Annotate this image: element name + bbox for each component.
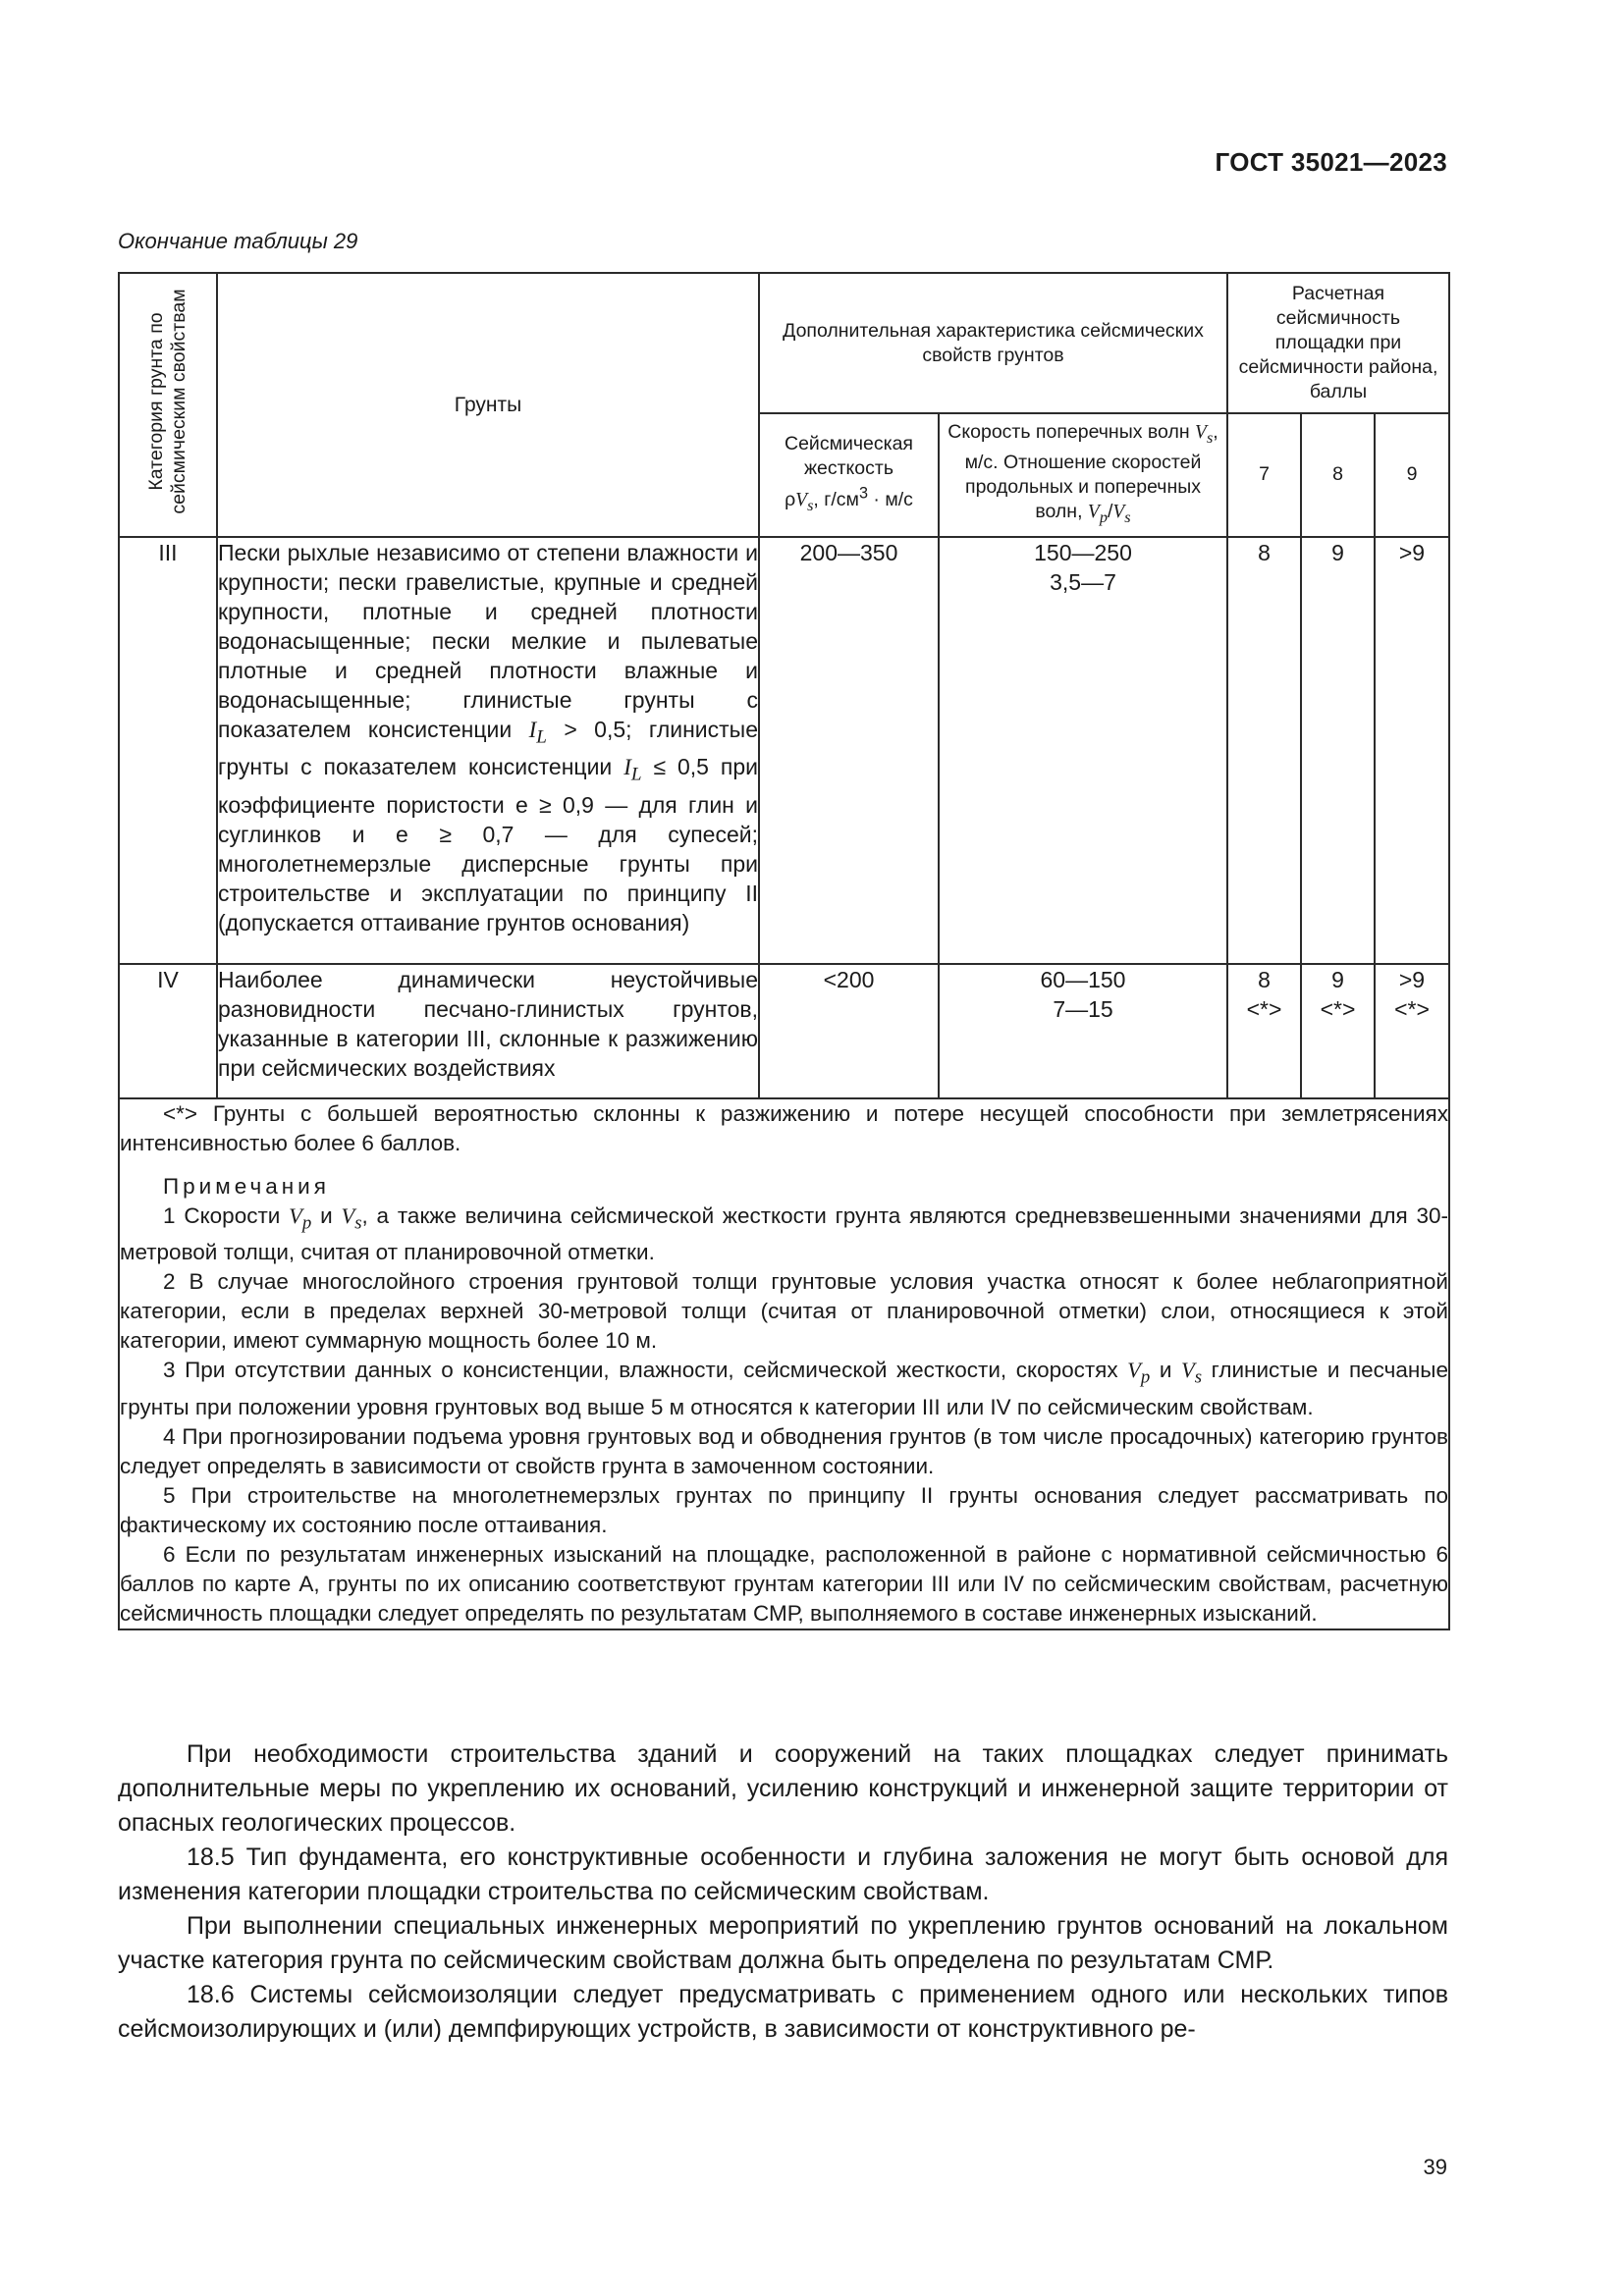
body-paragraph: 18.5 Тип фундамента, его конструктивные особенности и глубина заложения не могут быть основой для изменения категории площадки строительства по сейсмическим свойствам. [118, 1843, 1448, 1905]
header-design-label: Расчетная сейсмичность площадки при сейсмичности района, баллы [1238, 283, 1438, 402]
header-category [119, 273, 217, 537]
row-rating-8: 9 [1301, 537, 1375, 964]
table-caption: Окончание таблицы 29 [118, 229, 358, 253]
note-5: 5 При строительстве на многолетнемерзлых грунтах по принципу II грунты основания следует рассматривать по фактическому их состоянию после оттаивания. [120, 1482, 1448, 1537]
footnote-mark: <*> [1246, 995, 1282, 1022]
row-stiffness: <200 [759, 964, 939, 1098]
body-text [118, 1737, 1448, 2047]
header-stiffness-label [760, 426, 938, 523]
row-velocity-ratio: 3,5—7 [1050, 568, 1116, 595]
row-velocity [939, 537, 1227, 964]
footnote-mark: <*> [1394, 995, 1430, 1022]
stiffness-line2: жесткость [803, 457, 893, 480]
header-row-1 [119, 273, 1449, 413]
note-2: 2 В случае многослойного строения грунтовой толщи грунтовые условия участка относят к более неблагоприятной категории, если в пределах верхней 30-метровой толщи (считая от планировочной отметки) слои, относящиеся к этой категории, имеют суммарную мощность более 10 м. [120, 1269, 1448, 1354]
row-velocity-value: 150—250 [1034, 539, 1132, 565]
row-category: III [119, 537, 217, 964]
header-intensity-7: 7 [1227, 413, 1301, 537]
soil-table-wrapper [118, 272, 1448, 1630]
row-rating-9 [1375, 964, 1449, 1098]
notes-row [119, 1098, 1449, 1629]
note-4: 4 При прогнозировании подъема уровня грунтовых вод и обводнения грунтов (в том числе просадочных) категорию грунтов следует определять в зависимости от свойств грунта в замоченном состоянии. [120, 1423, 1448, 1478]
row-velocity-value: 60—150 [1040, 966, 1126, 992]
notes-cell [119, 1098, 1449, 1629]
header-category-label: Категория грунта по сейсмическим свойствам [145, 289, 189, 514]
note-1: 1 Скорости $V_p$ и $V_s$, а также величина сейсмической жесткости грунта являются средневзвешенными значениями для 30-метровой толщи, считая от планировочной отметки. [120, 1202, 1449, 1265]
header-intensity-8: 8 [1301, 413, 1375, 537]
header-velocity [939, 413, 1227, 537]
header-soils [217, 273, 759, 537]
header-stiffness [759, 413, 939, 537]
header-additional [759, 273, 1227, 413]
header-additional-label: Дополнительная характеристика сейсмических свойств грунтов [783, 319, 1204, 366]
row-rating-7 [1227, 964, 1301, 1098]
header-soils-label: Грунты [454, 393, 522, 416]
header-intensity-9: 9 [1375, 413, 1449, 537]
row-soils: Пески рыхлые независимо от степени влажности и крупности; пески гравелистые, крупные и средней крупности, плотные и средней плотности водонасыщенные; пески мелкие и пылеватые плотные и средней плотности влажные и водонасыщенные; глинистые грунты с показателем консистенции $I_L > 0,5$; глинистые грунты с показателем консистенции $I_L \le 0,5$ при коэффициенте пористости е ≥ 0,9 — для глин и суглинков и е ≥ 0,7 — для супесей; многолетнемерзлые дисперсные грунты при строительстве и эксплуатации по принципу II (допускается оттаивание грунтов основания) [217, 537, 759, 964]
header-design [1227, 273, 1449, 413]
soil-table [118, 272, 1450, 1630]
document-code: ГОСТ 35021—2023 [1215, 147, 1447, 177]
header-velocity-label: Скорость поперечных волн $V_s$, м/с. Отношение скоростей продольных и поперечных волн, $V_p/V_s$ [947, 421, 1218, 526]
row-rating-8 [1301, 964, 1375, 1098]
table-footnote: <*> Грунты с большей вероятностью склонны к разжижению и потере несущей способности при землетрясениях интенсивностью более 6 баллов. [120, 1100, 1448, 1155]
note-6: 6 Если по результатам инженерных изысканий на площадке, расположенной в районе с нормативной сейсмичностью 6 баллов по карте А, грунты по их описанию соответствуют грунтам категории III или IV по сейсмическим свойствам, расчетную сейсмичность площадки следует определять по результатам СМР, выполняемого в составе инженерных изысканий. [120, 1541, 1448, 1626]
row-category: IV [119, 964, 217, 1098]
row-stiffness: 200—350 [759, 537, 939, 964]
body-paragraph: При выполнении специальных инженерных мероприятий по укреплению грунтов оснований на локальном участке категория грунта по сейсмическим свойствам должна быть определена по результатам СМР. [118, 1912, 1448, 1974]
row-soils: Наиболее динамически неустойчивые разновидности песчано-глинистых грунтов, указанные в категории III, склонные к разжижению при сейсмических воздействиях [217, 964, 759, 1098]
rating-value: 8 [1258, 966, 1271, 992]
row-rating-9: >9 [1375, 537, 1449, 964]
row-rating-7: 8 [1227, 537, 1301, 964]
page-number: 39 [1423, 2155, 1447, 2179]
footnote-mark: <*> [1320, 995, 1356, 1022]
rating-value: >9 [1398, 966, 1426, 992]
stiffness-line3: $\rho V_s$, $г/см^3 \cdot м/с$ [785, 484, 913, 514]
table-row [119, 964, 1449, 1098]
body-paragraph: При необходимости строительства зданий и сооружений на таких площадках следует принимать дополнительные меры по укреплению их оснований, усилению конструкций и инженерной защите территории от опасных геологических процессов. [118, 1740, 1448, 1837]
body-paragraph: 18.6 Системы сейсмоизоляции следует предусматривать с применением одного или нескольких типов сейсмоизолирующих и (или) демпфирующих устройств, в зависимости от конструктивного ре- [118, 1981, 1448, 2043]
row-velocity-ratio: 7—15 [1053, 995, 1113, 1022]
row-velocity [939, 964, 1227, 1098]
note-3: 3 При отсутствии данных о консистенции, влажности, сейсмической жесткости, скоростях $V_p$ и $V_s$ глинистые и песчаные грунты при положении уровня грунтовых вод выше 5 м относятся к категории III или IV по сейсмическим свойствам. [120, 1358, 1448, 1419]
rating-value: 9 [1331, 966, 1344, 992]
notes-title: Примечания [163, 1173, 330, 1199]
table-row [119, 537, 1449, 964]
stiffness-line1: Сейсмическая [785, 433, 913, 455]
